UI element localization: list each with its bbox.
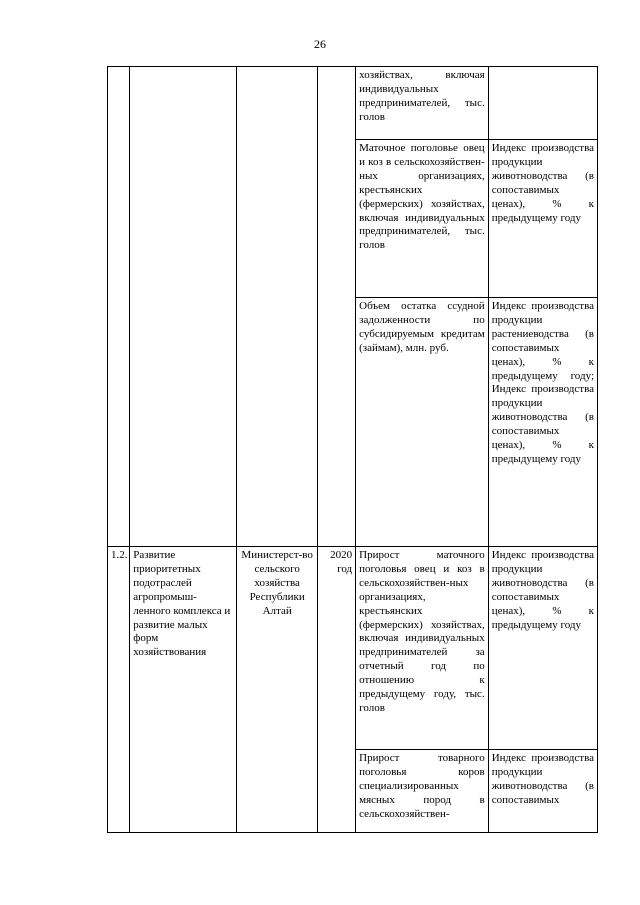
indicator-cell: Маточное поголовье овец и коз в сельскохозяйствен-ных организациях, крестьянских (фермерских) хозяйствах, включая индивидуальных предпринимателей, тыс. голов	[356, 140, 489, 298]
item-number: 1.2.	[108, 547, 130, 833]
goal-cell: Индекс производства продукции растениеводства (в сопоставимых ценах), % к предыдущему году; Индекс производства продукции животноводства (в сопоставимых ценах), % к предыдущему году	[488, 298, 597, 547]
program-table	[107, 66, 598, 833]
table-row	[108, 67, 598, 140]
goal-cell	[488, 67, 597, 140]
page-number: 26	[314, 37, 326, 51]
indicator-cell: хозяйствах, включая индивидуальных предпринимателей, тыс. голов	[356, 67, 489, 140]
executor-cell	[237, 67, 318, 547]
goal-cell: Индекс производства продукции животноводства (в сопоставимых ценах), % к предыдущему году	[488, 547, 597, 750]
year-cell	[317, 67, 355, 547]
indicator-cell: Прирост товарного поголовья коров специализированных мясных пород в сельскохозяйствен-	[356, 750, 489, 833]
indicator-cell: Объем остатка ссудной задолженности по субсидируемым кредитам (займам), млн. руб.	[356, 298, 489, 547]
goal-cell: Индекс производства продукции животноводства (в сопоставимых	[488, 750, 597, 833]
goal-cell: Индекс производства продукции животноводства (в сопоставимых ценах), % к предыдущему году	[488, 140, 597, 298]
item-executor: Министерст-во сельского хозяйства Республики Алтай	[237, 547, 318, 833]
number-cell	[108, 67, 130, 547]
indicator-cell: Прирост маточного поголовья овец и коз в сельскохозяйствен-ных организациях, крестьянских (фермерских) хозяйствах, включая индивидуальных предпринимателей за отчетный год по отношению к предыдущему году, тыс. голов	[356, 547, 489, 750]
table-row	[108, 547, 598, 750]
item-year: 2020 год	[317, 547, 355, 833]
name-cell	[130, 67, 237, 547]
item-name: Развитие приоритетных подотраслей агропромыш-ленного комплекса и развитие малых форм хозяйствования	[130, 547, 237, 833]
